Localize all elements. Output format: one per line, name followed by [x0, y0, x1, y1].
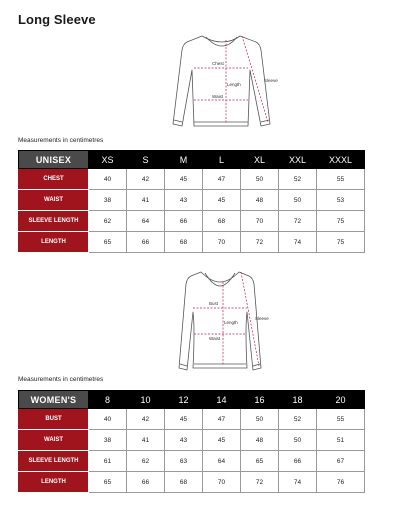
table-row [19, 430, 365, 451]
table-cell: 38 [89, 190, 127, 211]
row-label: LENGTH [19, 232, 89, 253]
size-header: 12 [165, 391, 203, 409]
table-cell: 42 [127, 409, 165, 430]
size-header: M [165, 151, 203, 169]
table-cell: 43 [165, 430, 203, 451]
table-cell: 41 [127, 190, 165, 211]
waist-guide-label: Waist [209, 336, 221, 341]
table-row [19, 211, 365, 232]
table-row [19, 190, 365, 211]
sleeve-guide-label: Sleeve [255, 316, 269, 321]
row-label: CHEST [19, 169, 89, 190]
table-cell: 66 [279, 451, 317, 472]
table-row [19, 472, 365, 493]
size-header: 14 [203, 391, 241, 409]
table-cell: 64 [203, 451, 241, 472]
table-cell: 50 [241, 169, 279, 190]
length-guide-label: Length [227, 82, 241, 87]
table-cell: 65 [241, 451, 279, 472]
table-cell: 55 [317, 169, 365, 190]
table-cell: 38 [89, 430, 127, 451]
table-cell: 47 [203, 409, 241, 430]
table-cell: 68 [203, 211, 241, 232]
size-header: S [127, 151, 165, 169]
table-cell: 74 [279, 232, 317, 253]
womens-caption: Measurements in centimetres [18, 376, 104, 383]
table-cell: 68 [165, 232, 203, 253]
table-corner-label: UNISEX [19, 151, 89, 169]
row-label: SLEEVE LENGTH [19, 451, 89, 472]
table-cell: 43 [165, 190, 203, 211]
table-cell: 48 [241, 190, 279, 211]
table-cell: 72 [241, 232, 279, 253]
table-corner-label: WOMEN'S [19, 391, 89, 409]
table-cell: 50 [279, 430, 317, 451]
table-cell: 63 [165, 451, 203, 472]
size-header: XS [89, 151, 127, 169]
table-cell: 76 [317, 472, 365, 493]
bust-guide-label: Bust [209, 301, 219, 306]
table-cell: 50 [241, 409, 279, 430]
unisex-caption: Measurements in centimetres [18, 137, 104, 144]
table-cell: 53 [317, 190, 365, 211]
table-cell: 70 [203, 232, 241, 253]
table-cell: 65 [89, 472, 127, 493]
table-cell: 45 [165, 169, 203, 190]
table-cell: 64 [127, 211, 165, 232]
row-label: WAIST [19, 190, 89, 211]
table-cell: 66 [127, 232, 165, 253]
womens-size-table [18, 390, 365, 493]
table-cell: 75 [317, 232, 365, 253]
table-cell: 42 [127, 169, 165, 190]
row-label: WAIST [19, 430, 89, 451]
size-header: 8 [89, 391, 127, 409]
table-cell: 75 [317, 211, 365, 232]
table-cell: 66 [127, 472, 165, 493]
size-header: XXL [279, 151, 317, 169]
table-cell: 50 [279, 190, 317, 211]
waist-guide-label: Waist [212, 94, 224, 99]
size-header: 16 [241, 391, 279, 409]
table-cell: 52 [279, 409, 317, 430]
row-label: LENGTH [19, 472, 89, 493]
table-cell: 45 [203, 190, 241, 211]
table-cell: 70 [203, 472, 241, 493]
size-header: 10 [127, 391, 165, 409]
womens-shirt-diagram [165, 268, 275, 378]
row-label: BUST [19, 409, 89, 430]
table-cell: 70 [241, 211, 279, 232]
unisex-shirt-diagram [160, 30, 280, 134]
table-row [19, 169, 365, 190]
table-cell: 66 [165, 211, 203, 232]
table-header-row [19, 151, 365, 169]
table-header-row [19, 391, 365, 409]
table-cell: 40 [89, 409, 127, 430]
size-header: L [203, 151, 241, 169]
table-cell: 55 [317, 409, 365, 430]
table-cell: 52 [279, 169, 317, 190]
table-cell: 45 [165, 409, 203, 430]
unisex-size-table [18, 150, 365, 253]
table-cell: 47 [203, 169, 241, 190]
table-row [19, 451, 365, 472]
table-cell: 72 [241, 472, 279, 493]
size-header: 18 [279, 391, 317, 409]
table-cell: 51 [317, 430, 365, 451]
sleeve-guide-label: Sleeve [264, 78, 278, 83]
chest-guide-label: Chest [212, 61, 224, 66]
table-cell: 40 [89, 169, 127, 190]
size-header: XXXL [317, 151, 365, 169]
size-header: 20 [317, 391, 365, 409]
table-row [19, 409, 365, 430]
table-cell: 74 [279, 472, 317, 493]
table-cell: 68 [165, 472, 203, 493]
row-label: SLEEVE LENGTH [19, 211, 89, 232]
page-title: Long Sleeve [18, 12, 96, 27]
table-row [19, 232, 365, 253]
table-cell: 45 [203, 430, 241, 451]
size-header: XL [241, 151, 279, 169]
table-cell: 61 [89, 451, 127, 472]
table-cell: 41 [127, 430, 165, 451]
table-cell: 62 [127, 451, 165, 472]
table-cell: 65 [89, 232, 127, 253]
table-cell: 48 [241, 430, 279, 451]
table-cell: 62 [89, 211, 127, 232]
table-cell: 67 [317, 451, 365, 472]
length-guide-label: Length [224, 320, 238, 325]
table-cell: 72 [279, 211, 317, 232]
